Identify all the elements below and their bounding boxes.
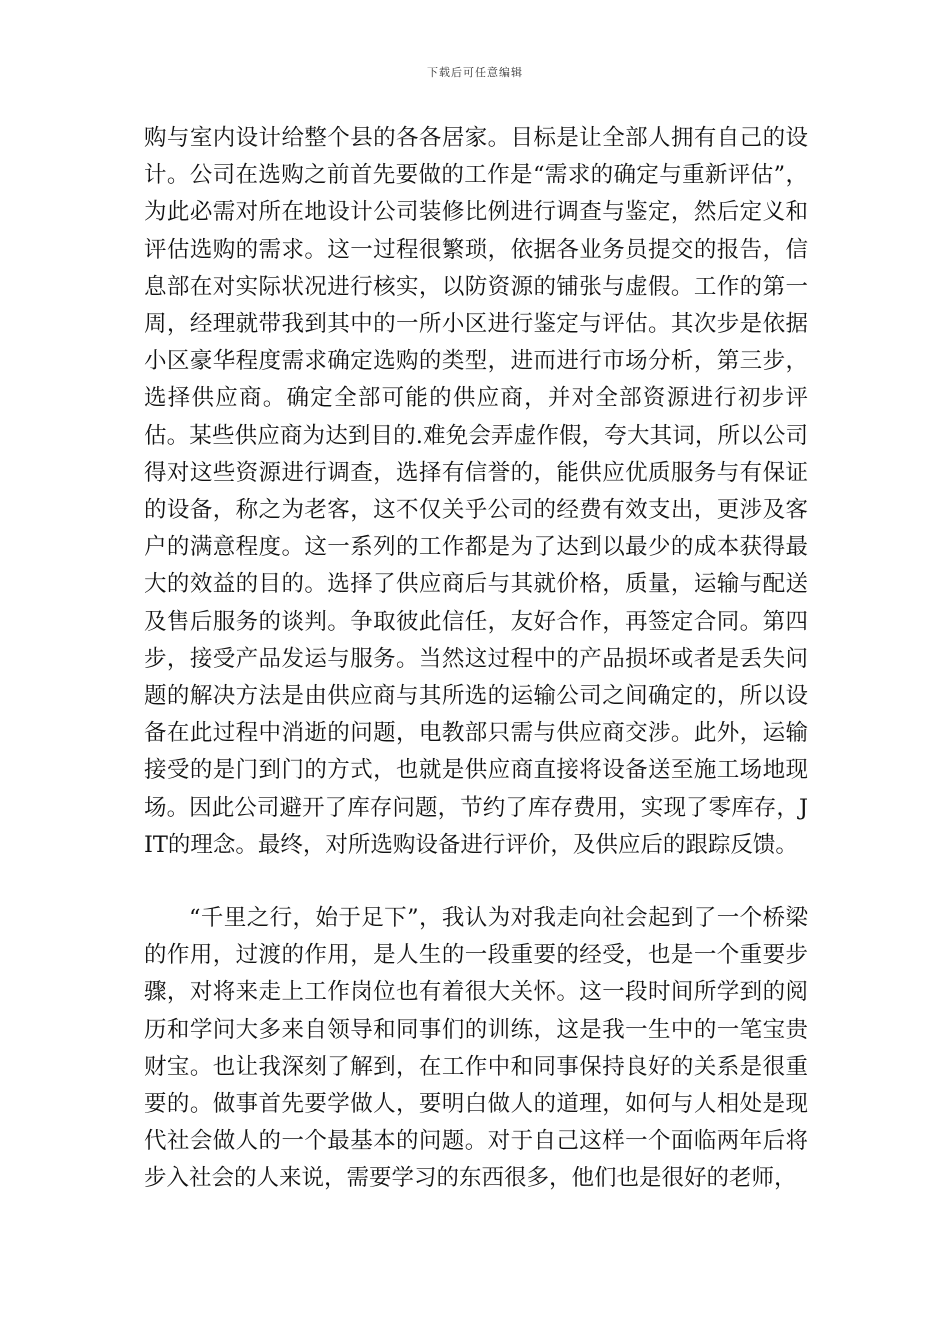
paragraph-reflection: “千里之行，始于足下”，我认为对我走向社会起到了一个桥梁的作用，过渡的作用，是人生的一段重要的经受，也是一个重要步骤，对将来走上工作岗位也有着很大关怀。这一段时间所学到的阅历和学问大多来自领导和同事们的训练，这是我一生中的一笔宝贵财宝。也让我深刻了解到，在工作中和同事保持良好的关系是很重要的。做事首先要学做人，要明白做人的道理，如何与人相处是现代社会做人的一个最基本的问题。对于自己这样一个面临两年后将步入社会的人来说，需要学习的东西很多，他们也是很好的老师， (144, 905, 808, 1192)
page-header-note: 下载后可任意编辑 (427, 66, 523, 79)
paragraph-procurement: 购与室内设计给整个县的各各居家。目标是让全部人拥有自己的设计。公司在选购之前首先要做的工作是“需求的确定与重新评估”，为此必需对所在地设计公司装修比例进行调查与鉴定，然后定义和评估选购的需求。这一过程很繁琐，依据各业务员提交的报告，信息部在对实际状况进行核实，以防资源的铺张与虚假。工作的第一周，经理就带我到其中的一所小区进行鉴定与评估。其次步是依据小区豪华程度需求确定选购的类型，进而进行市场分析，第三步，选择供应商。确定全部可能的供应商，并对全部资源进行初步评估。某些供应商为达到目的.难免会弄虚作假，夸大其词，所以公司得对这些资源进行调查，选择有信誉的，能供应优质服务与有保证的设备，称之为老客，这不仅关乎公司的经费有效支出，更涉及客户的满意程度。这一系列的工作都是为了达到以最少的成本获得最大的效益的目的。选择了供应商后与其就价格，质量，运输与配送及售后服务的谈判。争取彼此信任，友好合作，再签定合同。第四步，接受产品发运与服务。当然这过程中的产品损坏或者是丢失问题的解决方法是由供应商与其所选的运输公司之间确定的，所以设备在此过程中消逝的问题，电教部只需与供应商交涉。此外，运输接受的是门到门的方式，也就是供应商直接将设备送至施工场地现场。因此公司避开了库存问题，节约了库存费用，实现了零库存，JIT的理念。最终，对所选购设备进行评价，及供应后的跟踪反馈。 (144, 125, 808, 858)
